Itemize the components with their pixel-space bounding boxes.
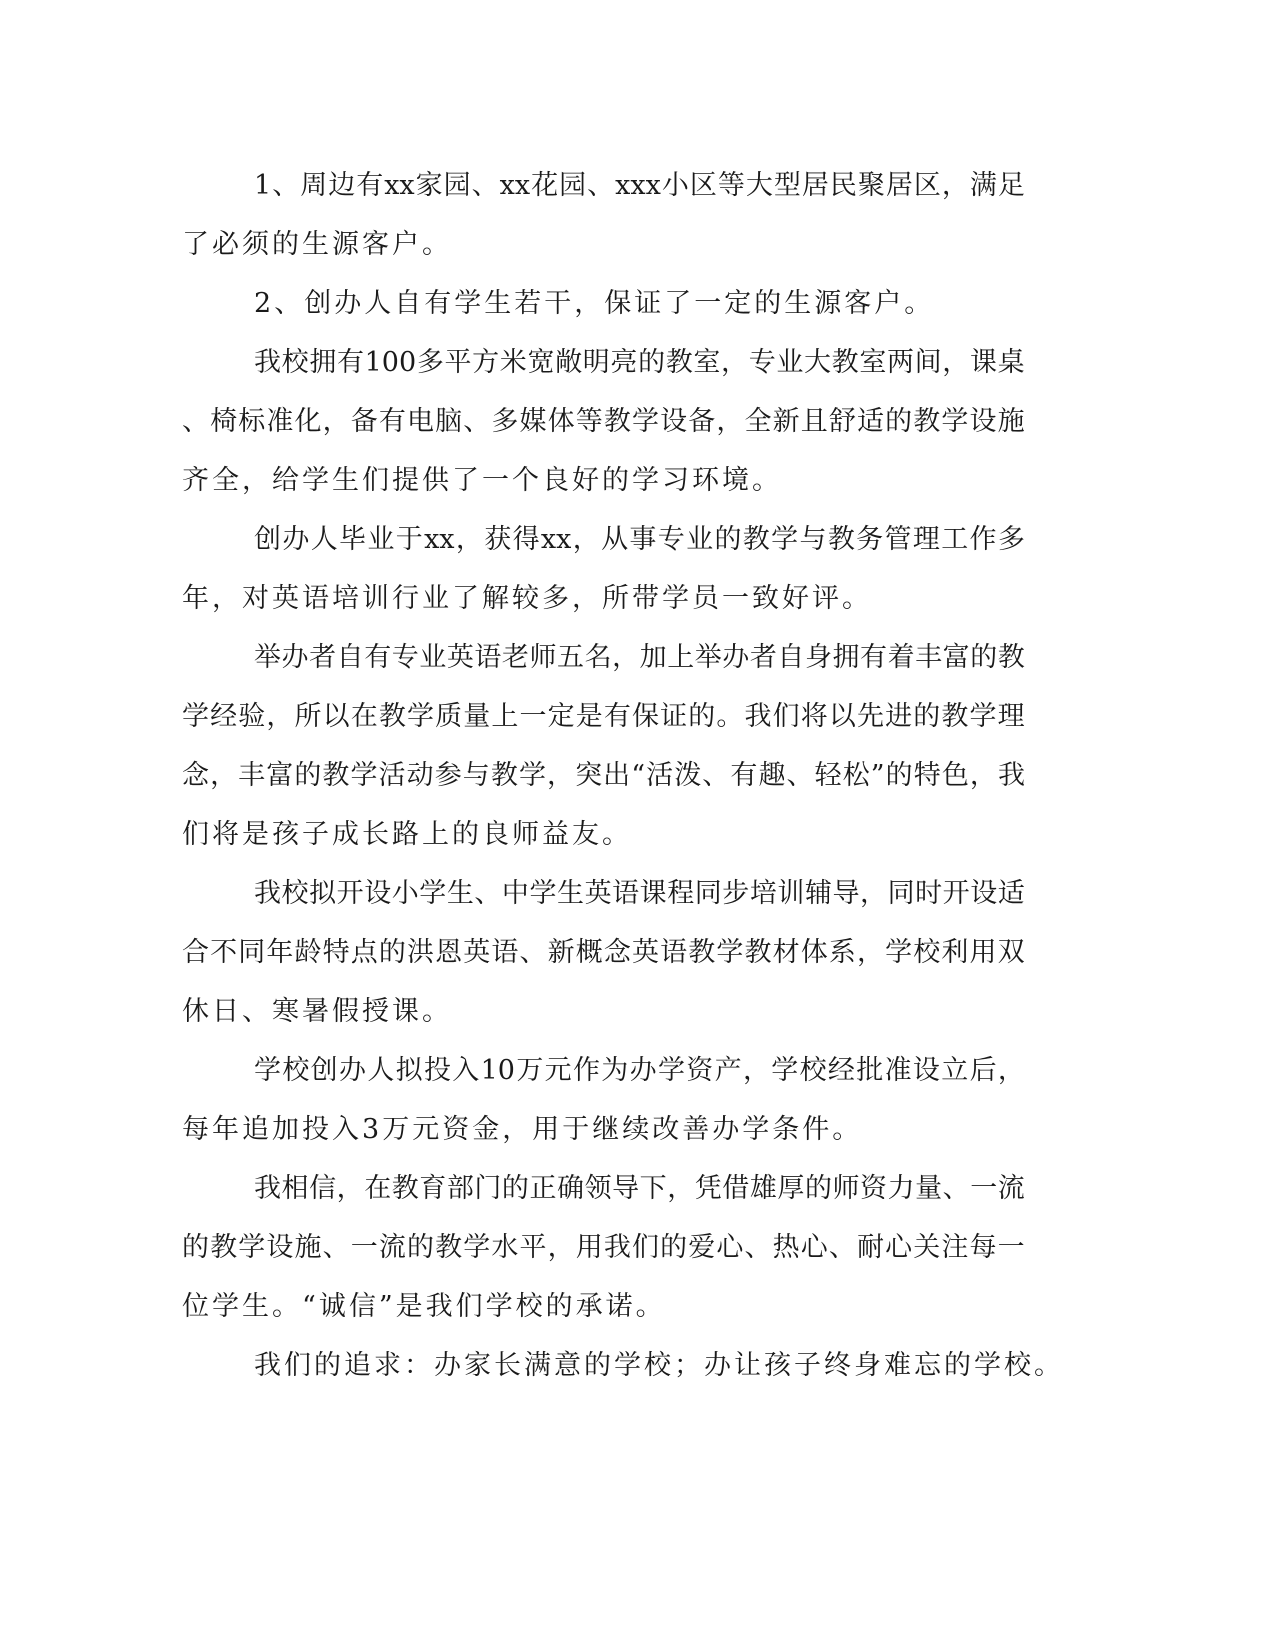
text-line: 每 年 追 加 投 入 3 万 元 资 金 ， 用 于 继 续 改 善 办 学 条 件 。	[182, 1114, 860, 1145]
text-line: 念 ， 丰 富 的 教 学 活 动 参 与 教 学 ， 突 出 “ 活 泼 、 有 趣 、 轻 松 ” 的 特 色 ， 我	[182, 760, 1025, 791]
text-line: 创 办 人 毕 业 于 xx ， 获 得 xx ， 从 事 专 业 的 教 学 与 教 务 管 理 工 作 多	[254, 524, 1025, 555]
text-line: 合 不 同 年 龄 特 点 的 洪 恩 英 语 、 新 概 念 英 语 教 学 教 材 体 系 ， 学 校 利 用 双	[182, 937, 1025, 968]
text-line: 我 们 的 追 求 ： 办 家 长 满 意 的 学 校 ； 办 让 孩 子 终 身 难 忘 的 学 校 。	[254, 1350, 1061, 1381]
text-line: 2 、 创 办 人 自 有 学 生 若 干 ， 保 证 了 一 定 的 生 源 客 户 。	[254, 288, 932, 319]
text-line: 1 、 周 边 有 xx 家 园 、 xx 花 园 、 xxx 小 区 等 大 型 居 民 聚 居 区 ， 满 足	[254, 170, 1025, 201]
text-line: 们 将 是 孩 子 成 长 路 上 的 良 师 益 友 。	[182, 819, 629, 850]
text-line: 我 校 拟 开 设 小 学 生 、 中 学 生 英 语 课 程 同 步 培 训 辅 导 ， 同 时 开 设 适	[254, 878, 1025, 909]
text-line: 举 办 者 自 有 专 业 英 语 老 师 五 名 ， 加 上 举 办 者 自 身 拥 有 着 丰 富 的 教	[254, 642, 1025, 673]
text-line: 学 经 验 ， 所 以 在 教 学 质 量 上 一 定 是 有 保 证 的 。 我 们 将 以 先 进 的 教 学 理	[182, 701, 1025, 732]
text-line: 位 学 生 。 “ 诚 信 ” 是 我 们 学 校 的 承 诺 。	[182, 1291, 663, 1322]
text-line: 我 相 信 ， 在 教 育 部 门 的 正 确 领 导 下 ， 凭 借 雄 厚 的 师 资 力 量 、 一 流	[254, 1173, 1025, 1204]
document-body	[182, 156, 1061, 1395]
text-line: 休 日 、 寒 暑 假 授 课 。	[182, 996, 449, 1027]
text-line: 学 校 创 办 人 拟 投 入 10 万 元 作 为 办 学 资 产 ， 学 校 经 批 准 设 立 后 ，	[254, 1055, 1025, 1086]
text-line: 年 ， 对 英 语 培 训 行 业 了 解 较 多 ， 所 带 学 员 一 致 好 评 。	[182, 583, 869, 614]
text-line: 齐 全 ， 给 学 生 们 提 供 了 一 个 良 好 的 学 习 环 境 。	[182, 465, 779, 496]
text-line: 了 必 须 的 生 源 客 户 。	[182, 229, 449, 260]
text-line: 的 教 学 设 施 、 一 流 的 教 学 水 平 ， 用 我 们 的 爱 心 、 热 心 、 耐 心 关 注 每 一	[182, 1232, 1025, 1263]
text-line: 、 椅 标 准 化 ， 备 有 电 脑 、 多 媒 体 等 教 学 设 备 ， 全 新 且 舒 适 的 教 学 设 施	[182, 406, 1025, 437]
text-line: 我 校 拥 有 100 多 平 方 米 宽 敞 明 亮 的 教 室 ， 专 业 大 教 室 两 间 ， 课 桌	[254, 347, 1025, 378]
